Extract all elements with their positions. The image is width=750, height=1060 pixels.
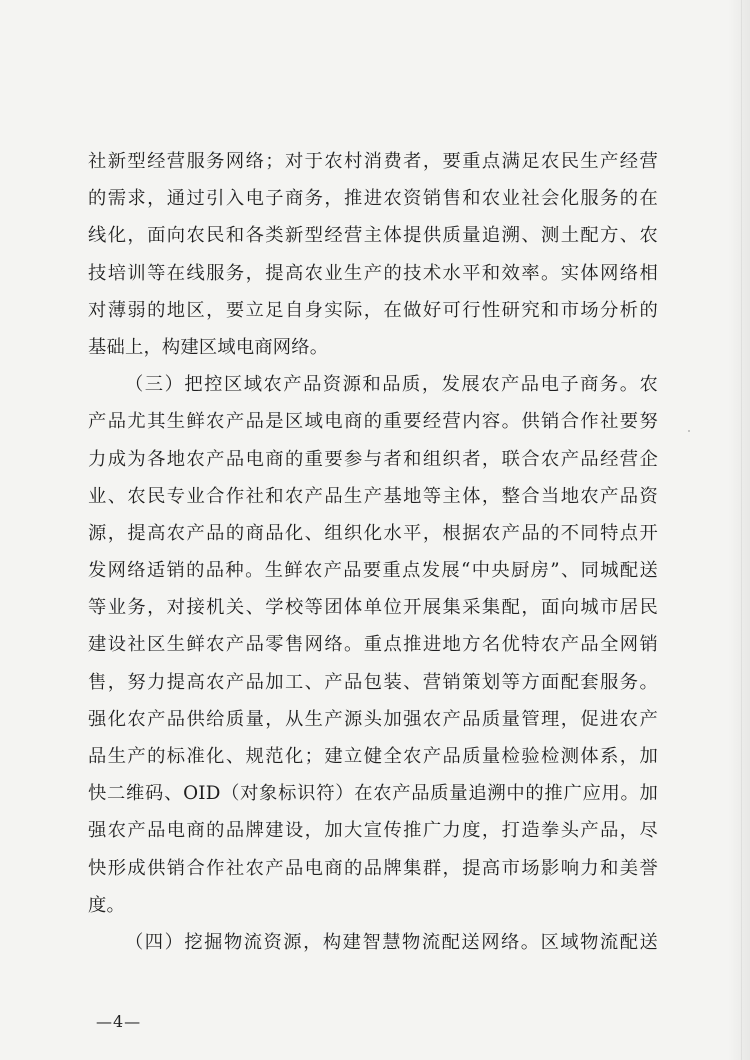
text-line: 技培训等在线服务，提高农业生产的技术水平和效率。实体网络相: [88, 262, 658, 284]
text-line: 线化，面向农民和各类新型经营主体提供质量追溯、测土配方、农: [88, 225, 658, 247]
scan-speck: [514, 934, 517, 937]
text-line: 强农产品电商的品牌建设，加大宣传推广力度，打造拳头产品，尽: [88, 820, 658, 842]
text-line: 社新型经营服务网络；对于农村消费者，要重点满足农民生产经营: [88, 151, 658, 172]
text-line: 等业务，对接机关、学校等团体单位开展集采集配，面向城市居民: [88, 597, 658, 619]
text-line: 业、农民专业合作社和农产品生产基地等主体，整合当地农产品资: [88, 485, 658, 507]
text-line: 基础上，构建区域电商网络。: [88, 336, 329, 358]
page-number: —4—: [96, 1012, 142, 1031]
page-edge-shadow: [728, 0, 750, 1060]
text-line: 建设社区生鲜农产品零售网络。重点推进地方名优特农产品全网销: [88, 634, 658, 656]
text-line: 发网络适销的品种。生鲜农产品要重点发展“中央厨房”、同城配送: [88, 560, 658, 582]
text-line: 售，努力提高农产品加工、产品包装、营销策划等方面配套服务。: [88, 671, 658, 693]
text-line: 品生产的标准化、规范化；建立健全农产品质量检验检测体系，加: [88, 746, 658, 767]
text-line: 快形成供销合作社农产品电商的品牌集群，提高市场影响力和美誉: [88, 857, 658, 879]
page-edge-line: [741, 0, 742, 1060]
body-text: [88, 143, 658, 961]
text-line: 的需求，通过引入电子商务，推进农资销售和农业社会化服务的在: [88, 188, 658, 210]
text-line: （四）挖掘物流资源，构建智慧物流配送网络。区域物流配送: [125, 931, 658, 953]
text-line: 强化农产品供给质量，从生产源头加强农产品质量管理，促进农产: [88, 708, 658, 730]
scan-speck: [688, 430, 690, 432]
text-line: 对薄弱的地区，要立足自身实际，在做好可行性研究和市场分析的: [88, 299, 658, 321]
text-line: 度。: [88, 894, 125, 916]
text-line: 产品尤其生鲜农产品是区域电商的重要经营内容。供销合作社要努: [88, 411, 658, 433]
text-line: 源，提高农产品的商品化、组织化水平，根据农产品的不同特点开: [88, 522, 658, 544]
text-line: （三）把控区域农产品资源和品质，发展农产品电子商务。农: [125, 374, 658, 396]
text-line: 力成为各地农产品电商的重要参与者和组织者，联合农产品经营企: [88, 448, 658, 470]
text-line: 快二维码、OID（对象标识符）在农产品质量追溯中的推广应用。加: [88, 783, 658, 805]
